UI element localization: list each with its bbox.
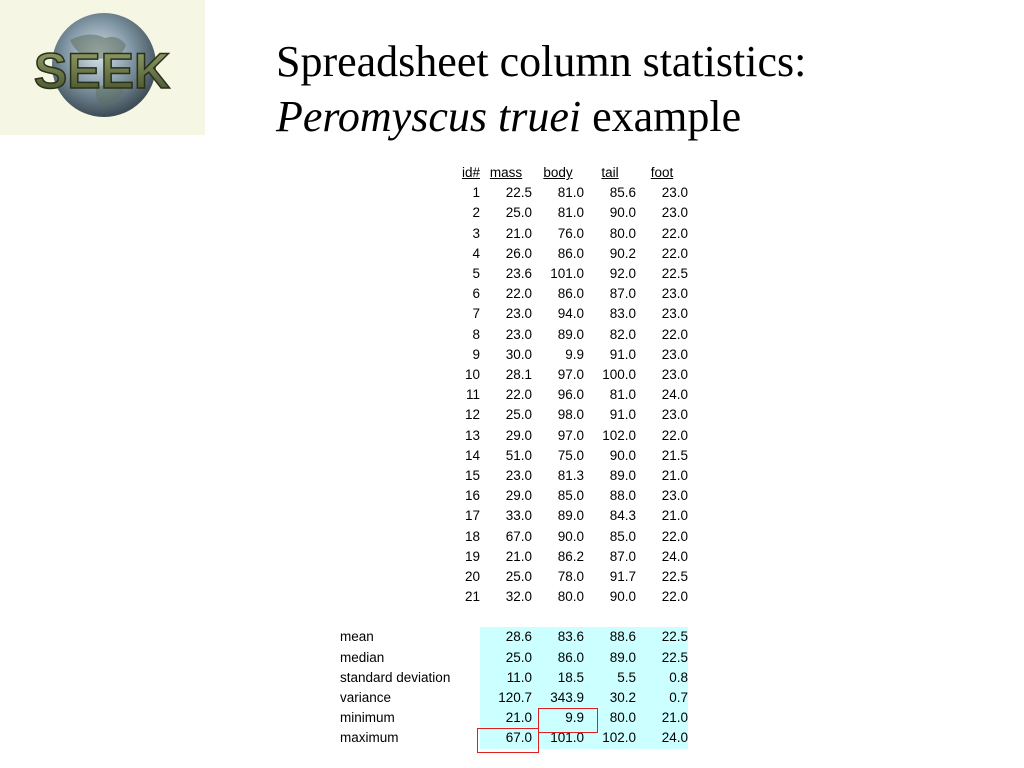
- cell-body: 90.0: [557, 528, 584, 544]
- table-row: [340, 547, 688, 567]
- cell-body: 89.0: [557, 508, 584, 524]
- cell-id: 21: [464, 589, 480, 605]
- cell-body: 97.0: [557, 427, 584, 443]
- cell-foot: 22.5: [661, 569, 688, 585]
- summary-tail: 5.5: [584, 668, 636, 688]
- spacer: [340, 607, 688, 627]
- cell-mass: 23.0: [505, 468, 532, 484]
- cell-body: 81.3: [557, 468, 584, 484]
- table-row: [340, 466, 688, 486]
- cell-tail: 90.2: [609, 245, 636, 261]
- cell-foot: 23.0: [661, 407, 688, 423]
- cell-body: 86.0: [557, 245, 584, 261]
- cell-mass: 23.6: [505, 266, 532, 282]
- cell-id: 17: [464, 508, 480, 524]
- cell-foot: 22.0: [661, 245, 688, 261]
- cell-tail: 87.0: [609, 286, 636, 302]
- summary-tail: 80.0: [584, 708, 636, 728]
- cell-mass: 29.0: [505, 427, 532, 443]
- cell-body: 81.0: [557, 205, 584, 221]
- cell-foot: 24.0: [661, 548, 688, 564]
- cell-tail: 83.0: [609, 306, 636, 322]
- summary-row: [340, 688, 688, 708]
- cell-body: 9.9: [565, 346, 584, 362]
- cell-body: 101.0: [550, 266, 584, 282]
- summary-label: minimum: [340, 710, 395, 726]
- cell-mass: 22.0: [505, 286, 532, 302]
- summary-mass: 67.0: [480, 728, 532, 748]
- cell-id: 16: [464, 488, 480, 504]
- header-foot: foot: [650, 165, 674, 180]
- cell-mass: 29.0: [505, 488, 532, 504]
- cell-id: 4: [472, 245, 480, 261]
- cell-foot: 23.0: [661, 488, 688, 504]
- table-row: [340, 264, 688, 284]
- summary-row: [340, 627, 688, 647]
- cell-mass: 51.0: [505, 447, 532, 463]
- table-row: [340, 304, 688, 324]
- cell-mass: 33.0: [505, 508, 532, 524]
- cell-tail: 90.0: [609, 447, 636, 463]
- cell-id: 19: [464, 548, 480, 564]
- cell-mass: 21.0: [505, 548, 532, 564]
- summary-row: [340, 708, 688, 728]
- summary-body: 343.9: [532, 688, 584, 708]
- cell-body: 86.0: [557, 286, 584, 302]
- cell-body: 86.2: [557, 548, 584, 564]
- cell-body: 89.0: [557, 326, 584, 342]
- table-row: [340, 244, 688, 264]
- cell-id: 5: [472, 266, 480, 282]
- cell-foot: 22.0: [661, 225, 688, 241]
- cell-mass: 23.0: [505, 306, 532, 322]
- cell-tail: 82.0: [609, 326, 636, 342]
- table-row: [340, 405, 688, 425]
- cell-id: 7: [472, 306, 480, 322]
- cell-foot: 22.0: [661, 427, 688, 443]
- cell-foot: 23.0: [661, 306, 688, 322]
- title-line-1: Spreadsheet column statistics:: [276, 37, 807, 86]
- cell-foot: 22.0: [661, 589, 688, 605]
- cell-foot: 22.5: [661, 266, 688, 282]
- summary-row: [340, 668, 688, 688]
- table-row: [340, 325, 688, 345]
- cell-id: 2: [472, 205, 480, 221]
- data-rows: [340, 183, 688, 607]
- cell-mass: 21.0: [505, 225, 532, 241]
- summary-foot: 0.7: [636, 688, 688, 708]
- summary-foot: 22.5: [636, 648, 688, 668]
- species-name: Peromyscus truei: [276, 92, 582, 141]
- cell-body: 85.0: [557, 488, 584, 504]
- cell-id: 3: [472, 225, 480, 241]
- cell-body: 75.0: [557, 447, 584, 463]
- minimum-highlight-box: [538, 708, 598, 733]
- summary-body: 86.0: [532, 648, 584, 668]
- cell-tail: 91.7: [609, 569, 636, 585]
- cell-body: 94.0: [557, 306, 584, 322]
- summary-body: 9.9: [532, 708, 584, 728]
- cell-id: 10: [464, 367, 480, 383]
- cell-mass: 67.0: [505, 528, 532, 544]
- cell-mass: 25.0: [505, 407, 532, 423]
- cell-tail: 87.0: [609, 548, 636, 564]
- title-suffix: example: [581, 92, 742, 141]
- cell-foot: 21.5: [661, 447, 688, 463]
- table-header-row: [340, 163, 688, 183]
- cell-body: 98.0: [557, 407, 584, 423]
- table-row: [340, 224, 688, 244]
- table-row: [340, 587, 688, 607]
- summary-body: 18.5: [532, 668, 584, 688]
- cell-foot: 24.0: [661, 387, 688, 403]
- header-tail: tail: [601, 165, 619, 180]
- cell-foot: 21.0: [661, 468, 688, 484]
- cell-foot: 23.0: [661, 185, 688, 201]
- cell-tail: 80.0: [609, 225, 636, 241]
- cell-id: 6: [472, 286, 480, 302]
- header-body: body: [543, 165, 573, 180]
- summary-body: 101.0: [532, 728, 584, 748]
- cell-tail: 91.0: [609, 346, 636, 362]
- cell-tail: 92.0: [609, 266, 636, 282]
- header-id: id#: [461, 165, 480, 180]
- summary-foot: 0.8: [636, 668, 688, 688]
- cell-body: 81.0: [557, 185, 584, 201]
- title-line-2: [276, 89, 806, 144]
- summary-label: maximum: [340, 730, 399, 746]
- cell-id: 13: [464, 427, 480, 443]
- cell-foot: 23.0: [661, 367, 688, 383]
- table-row: [340, 385, 688, 405]
- cell-tail: 90.0: [609, 205, 636, 221]
- cell-id: 15: [464, 468, 480, 484]
- cell-tail: 84.3: [609, 508, 636, 524]
- summary-mass: 120.7: [480, 688, 532, 708]
- table-row: [340, 446, 688, 466]
- cell-id: 18: [464, 528, 480, 544]
- globe-logo-icon: [0, 0, 205, 135]
- summary-foot: 22.5: [636, 627, 688, 647]
- table-row: [340, 284, 688, 304]
- maximum-highlight-box: [477, 728, 539, 753]
- cell-foot: 23.0: [661, 205, 688, 221]
- summary-label: median: [340, 649, 385, 665]
- cell-id: 1: [472, 185, 480, 201]
- cell-mass: 22.0: [505, 387, 532, 403]
- summary-tail: 30.2: [584, 688, 636, 708]
- cell-mass: 22.5: [505, 185, 532, 201]
- table-row: [340, 486, 688, 506]
- summary-foot: 24.0: [636, 728, 688, 748]
- summary-row: [340, 648, 688, 668]
- cell-tail: 100.0: [602, 367, 636, 383]
- cell-mass: 23.0: [505, 326, 532, 342]
- summary-tail: 102.0: [584, 728, 636, 748]
- table-row: [340, 426, 688, 446]
- header-mass: mass: [489, 165, 523, 180]
- seek-logo: [0, 0, 205, 135]
- svg-text:SEEK: SEEK: [33, 43, 171, 99]
- cell-id: 20: [464, 569, 480, 585]
- cell-tail: 91.0: [609, 407, 636, 423]
- cell-tail: 89.0: [609, 468, 636, 484]
- cell-foot: 23.0: [661, 346, 688, 362]
- cell-tail: 102.0: [602, 427, 636, 443]
- summary-mass: 25.0: [480, 648, 532, 668]
- cell-tail: 85.0: [609, 528, 636, 544]
- summary-label: mean: [340, 629, 374, 645]
- table-row: [340, 203, 688, 223]
- table-row: [340, 183, 688, 203]
- cell-body: 76.0: [557, 225, 584, 241]
- cell-id: 8: [472, 326, 480, 342]
- statistics-table: [340, 163, 688, 749]
- cell-tail: 88.0: [609, 488, 636, 504]
- cell-mass: 25.0: [505, 205, 532, 221]
- cell-body: 97.0: [557, 367, 584, 383]
- table-row: [340, 365, 688, 385]
- cell-mass: 26.0: [505, 245, 532, 261]
- summary-label: standard deviation: [340, 669, 451, 685]
- summary-tail: 89.0: [584, 648, 636, 668]
- cell-foot: 22.0: [661, 528, 688, 544]
- summary-foot: 21.0: [636, 708, 688, 728]
- table-row: [340, 345, 688, 365]
- summary-body: 83.6: [532, 627, 584, 647]
- summary-mass: 28.6: [480, 627, 532, 647]
- cell-id: 9: [472, 346, 480, 362]
- slide-title: [276, 34, 806, 144]
- cell-foot: 23.0: [661, 286, 688, 302]
- cell-id: 11: [465, 387, 480, 403]
- cell-body: 80.0: [557, 589, 584, 605]
- cell-tail: 85.6: [609, 185, 636, 201]
- cell-mass: 28.1: [505, 367, 532, 383]
- cell-tail: 90.0: [609, 589, 636, 605]
- cell-mass: 30.0: [505, 346, 532, 362]
- cell-body: 96.0: [557, 387, 584, 403]
- summary-label: variance: [340, 690, 392, 706]
- cell-tail: 81.0: [609, 387, 636, 403]
- summary-mass: 11.0: [480, 668, 532, 688]
- cell-id: 12: [464, 407, 480, 423]
- cell-foot: 21.0: [661, 508, 688, 524]
- summary-tail: 88.6: [584, 627, 636, 647]
- cell-body: 78.0: [557, 569, 584, 585]
- table-row: [340, 567, 688, 587]
- cell-foot: 22.0: [661, 326, 688, 342]
- cell-mass: 32.0: [505, 589, 532, 605]
- cell-id: 14: [464, 447, 480, 463]
- table-row: [340, 506, 688, 526]
- summary-mass: 21.0: [480, 708, 532, 728]
- cell-mass: 25.0: [505, 569, 532, 585]
- table-row: [340, 527, 688, 547]
